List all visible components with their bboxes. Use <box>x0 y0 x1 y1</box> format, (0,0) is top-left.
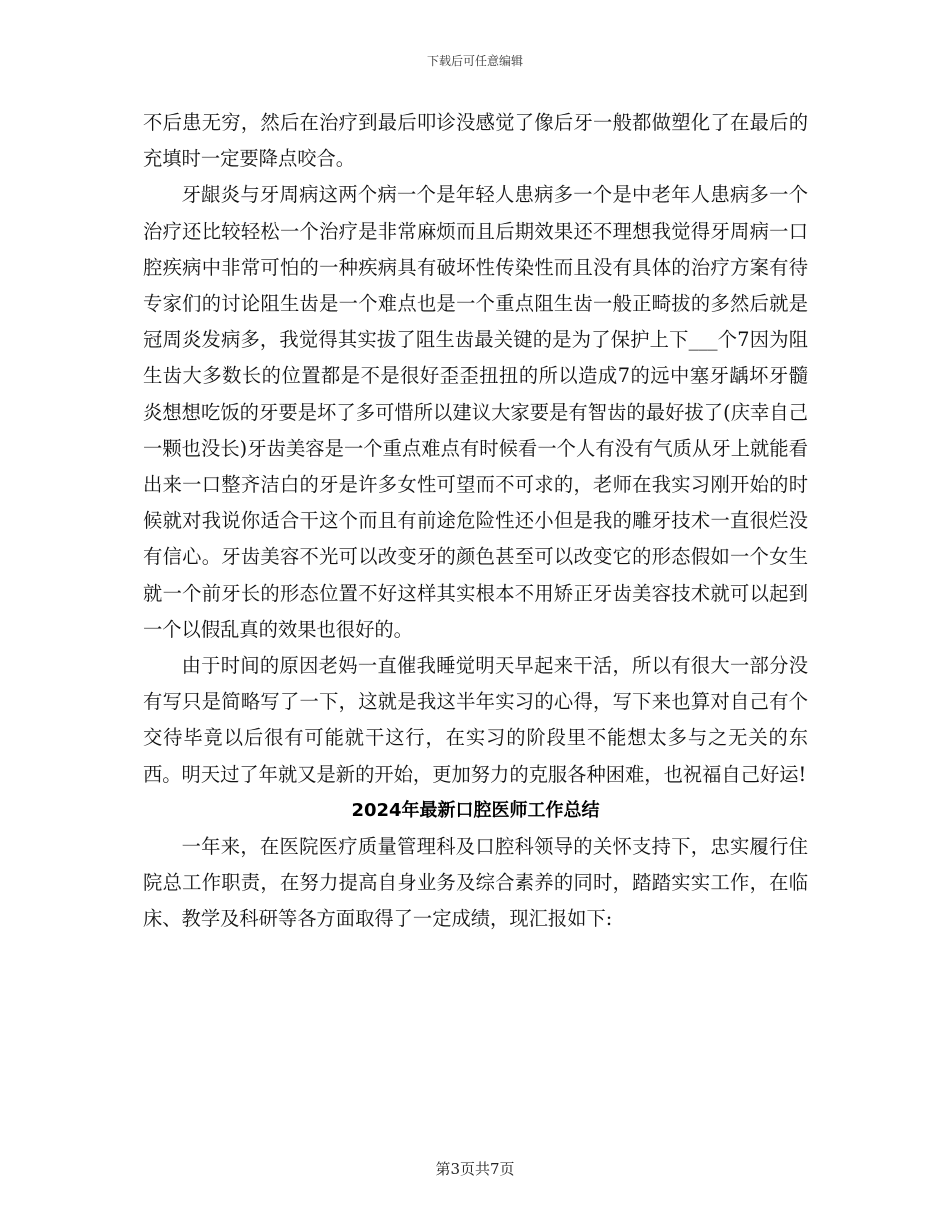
document-body <box>143 105 808 938</box>
section-title: 2024年最新口腔医师工作总结 <box>351 799 600 821</box>
paragraph-closing: 由于时间的原因老妈一直催我睡觉明天早起来干活，所以有很大一部分没有写只是简略写了一下，这就是我这半年实习的心得，写下来也算对自己有个交待毕竟以后很有可能就干这行，在实习的阶段里不能想太多与之无关的东西。明天过了年就又是新的开始，更加努力的克服各种困难，也祝福自己好运! <box>143 654 808 786</box>
paragraph-continuation: 不后患无穷，然后在治疗到最后叩诊没感觉了像后牙一般都做塑化了在最后的充填时一定要降点咬合。 <box>143 111 808 171</box>
paragraph-gum-disease: 牙龈炎与牙周病这两个病一个是年轻人患病多一个是中老年人患病多一个治疗还比较轻松一个治疗是非常麻烦而且后期效果还不理想我觉得牙周病一口腔疾病中非常可怕的一种疾病具有破坏性传染性而且没有具体的治疗方案有待专家们的讨论阻生齿是一个难点也是一个重点阻生齿一般正畸拔的多然后就是冠周炎发病多，我觉得其实拔了阻生齿最关键的是为了保护上下___个7因为阻生齿大多数长的位置都是不是很好歪歪扭扭的所以造成7的远中塞牙龋坏牙髓炎想想吃饭的牙要是坏了多可惜所以建议大家要是有智齿的最好拔了(庆幸自己一颗也没长)牙齿美容是一个重点难点有时候看一个人有没有气质从牙上就能看出来一口整齐洁白的牙是许多女性可望而不可求的，老师在我实习刚开始的时候就对我说你适合干这个而且有前途危险性还小但是我的雕牙技术一直很烂没有信心。牙齿美容不光可以改变牙的颜色甚至可以改变它的形态假如一个女生就一个前牙长的形态位置不好这样其实根本不用矫正牙齿美容技术就可以起到一个以假乱真的效果也很好的。 <box>143 183 808 641</box>
page-indicator: 第3页共7页 <box>435 1160 515 1178</box>
header-note: 下载后可任意编辑 <box>426 54 523 68</box>
paragraph-summary-intro: 一年来，在医院医疗质量管理科及口腔科领导的关怀支持下，忠实履行住院总工作职责，在努力提高自身业务及综合素养的同时，踏踏实实工作，在临床、教学及科研等各方面取得了一定成绩，现汇报如下: <box>143 835 808 931</box>
